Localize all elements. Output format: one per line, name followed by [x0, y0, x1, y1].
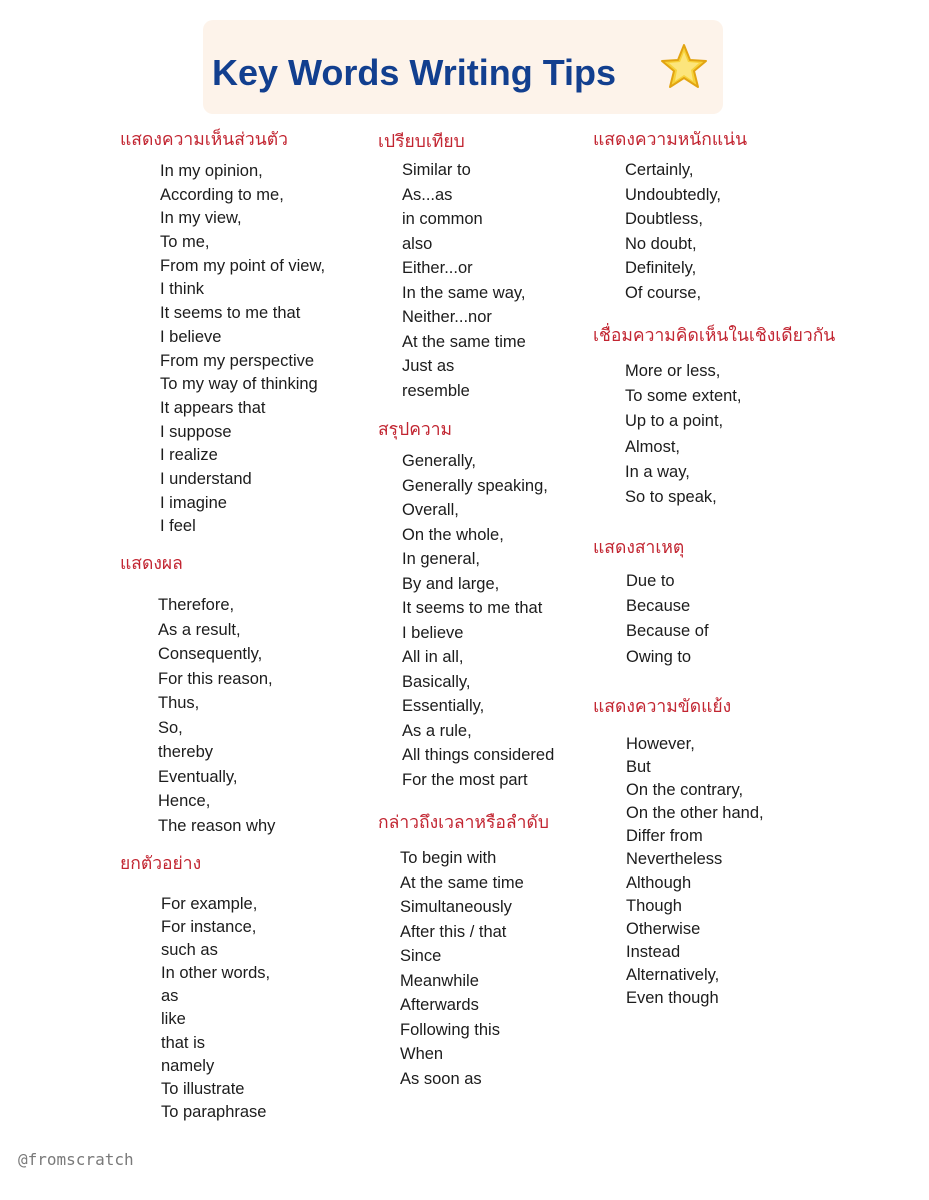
list-item: Instead	[626, 942, 681, 961]
sequence-list	[400, 846, 524, 1091]
list-item: Because	[626, 597, 691, 616]
list-item: As a rule,	[402, 721, 472, 740]
list-item: Similar to	[402, 161, 471, 179]
credit-watermark: @fromscratch	[18, 1150, 134, 1169]
list-item: From my perspective	[160, 351, 315, 370]
list-item: In my opinion,	[160, 162, 263, 180]
list-item: Even though	[626, 989, 719, 1008]
list-item: Generally,	[402, 452, 476, 470]
list-item: Overall,	[402, 501, 459, 519]
list-item: Simultaneously	[400, 898, 512, 916]
section-heading-compare: เปรียบเทียบ	[378, 132, 465, 152]
section-heading-cause: แสดงสาเหตุ	[593, 538, 685, 558]
list-item: I suppose	[160, 422, 232, 441]
section-heading-summary: สรุปความ	[378, 420, 453, 440]
section-heading-opinion: แสดงความเห็นส่วนตัว	[120, 130, 288, 150]
list-item: In other words,	[161, 964, 271, 983]
list-item: I believe	[160, 327, 222, 346]
list-item: However,	[626, 735, 695, 753]
list-item: At the same time	[400, 873, 524, 892]
result-list	[158, 593, 275, 838]
list-item: After this / that	[400, 922, 507, 941]
section-heading-partial: เชื่อมความคิดเห็นในเชิงเดียวกัน	[593, 326, 836, 346]
list-item: Undoubtedly,	[625, 185, 722, 204]
list-item: In the same way,	[402, 283, 526, 302]
section-heading-contrast: แสดงความขัดแย้ง	[593, 697, 732, 717]
list-item: Neither...nor	[402, 308, 492, 326]
list-item: Since	[400, 947, 442, 965]
list-item: Though	[626, 896, 682, 915]
list-item: in common	[402, 210, 483, 228]
list-item: Consequently,	[158, 645, 263, 663]
list-item: To some extent,	[625, 387, 742, 406]
list-item: Following this	[400, 1020, 500, 1039]
list-item: such as	[161, 941, 218, 960]
list-item: Essentially,	[402, 697, 485, 715]
list-item: It appears that	[160, 398, 266, 417]
summary-list	[402, 449, 554, 792]
list-item: More or less,	[625, 362, 721, 380]
list-item: Because of	[626, 622, 709, 641]
list-item: Alternatively,	[626, 965, 720, 984]
list-item: As a result,	[158, 620, 241, 639]
example-list	[161, 893, 270, 1124]
list-item: like	[161, 1010, 186, 1029]
list-item: that is	[161, 1033, 206, 1052]
list-item: From my point of view,	[160, 256, 326, 275]
list-item: To me,	[160, 233, 210, 252]
section-heading-result: แสดงผล	[120, 554, 183, 574]
list-item: Otherwise	[626, 919, 701, 938]
contrast-list	[626, 733, 764, 1010]
section-heading-sequence: กล่าวถึงเวลาหรือลำดับ	[378, 813, 549, 833]
list-item: Nevertheless	[626, 850, 723, 869]
list-item: The reason why	[158, 816, 276, 835]
list-item: All in all,	[402, 648, 464, 666]
list-item: On the other hand,	[626, 804, 764, 823]
list-item: Eventually,	[158, 767, 238, 786]
list-item: Of course,	[625, 283, 702, 302]
list-item: In general,	[402, 550, 480, 568]
list-item: To illustrate	[161, 1079, 245, 1098]
list-item: When	[400, 1045, 444, 1063]
page-title: Key Words Writing Tips	[212, 52, 617, 93]
list-item: I imagine	[160, 493, 227, 512]
partial-list	[625, 359, 741, 510]
list-item: Definitely,	[625, 259, 697, 277]
list-item: Basically,	[402, 672, 471, 691]
list-item: By and large,	[402, 574, 500, 593]
list-item: Therefore,	[158, 596, 235, 614]
list-item: For instance,	[161, 918, 257, 937]
list-item: resemble	[402, 381, 470, 400]
list-item: So,	[158, 718, 183, 737]
list-item: thereby	[158, 743, 214, 761]
list-item: In my view,	[160, 209, 242, 228]
list-item: To paraphrase	[161, 1102, 267, 1121]
list-item: Due to	[626, 572, 675, 590]
certainty-list	[625, 158, 721, 305]
list-item: In a way,	[625, 462, 690, 481]
list-item: No doubt,	[625, 234, 697, 253]
list-item: To my way of thinking	[160, 375, 318, 394]
list-item: To begin with	[400, 849, 497, 867]
opinion-list	[160, 160, 325, 539]
list-item: All things considered	[402, 746, 555, 764]
list-item: So to speak,	[625, 487, 717, 506]
list-item: I feel	[160, 517, 196, 536]
list-item: Up to a point,	[625, 412, 724, 431]
section-heading-certainty: แสดงความหนักแน่น	[593, 130, 748, 150]
list-item: Hence,	[158, 792, 211, 810]
list-item: For the most part	[402, 770, 528, 789]
list-item: as	[161, 987, 179, 1006]
list-item: Doubtless,	[625, 210, 703, 228]
list-item: Afterwards	[400, 996, 479, 1014]
cause-list	[626, 569, 709, 670]
list-item: But	[626, 758, 651, 777]
list-item: Generally speaking,	[402, 476, 548, 495]
list-item: Almost,	[625, 437, 681, 456]
list-item: As...as	[402, 185, 453, 204]
list-item: On the contrary,	[626, 781, 744, 800]
list-item: At the same time	[402, 332, 526, 351]
list-item: It seems to me that	[160, 304, 301, 323]
list-item: Certainly,	[625, 161, 694, 179]
list-item: Thus,	[158, 694, 200, 712]
list-item: Either...or	[402, 259, 473, 277]
list-item: Owing to	[626, 647, 692, 666]
list-item: I realize	[160, 446, 218, 465]
list-item: As soon as	[400, 1069, 482, 1088]
list-item: For example,	[161, 895, 258, 913]
section-heading-example: ยกตัวอย่าง	[120, 854, 202, 874]
list-item: I think	[160, 280, 205, 299]
list-item: namely	[161, 1056, 215, 1075]
list-item: Although	[626, 873, 692, 892]
list-item: For this reason,	[158, 669, 273, 688]
list-item: Meanwhile	[400, 971, 479, 990]
list-item: According to me,	[160, 185, 284, 204]
list-item: I believe	[402, 623, 464, 642]
compare-list	[402, 158, 526, 403]
star-icon	[657, 40, 711, 94]
list-item: Differ from	[626, 827, 703, 846]
list-item: It seems to me that	[402, 599, 543, 617]
list-item: I understand	[160, 469, 252, 488]
list-item: On the whole,	[402, 525, 504, 544]
list-item: Just as	[402, 357, 455, 375]
list-item: also	[402, 234, 433, 253]
